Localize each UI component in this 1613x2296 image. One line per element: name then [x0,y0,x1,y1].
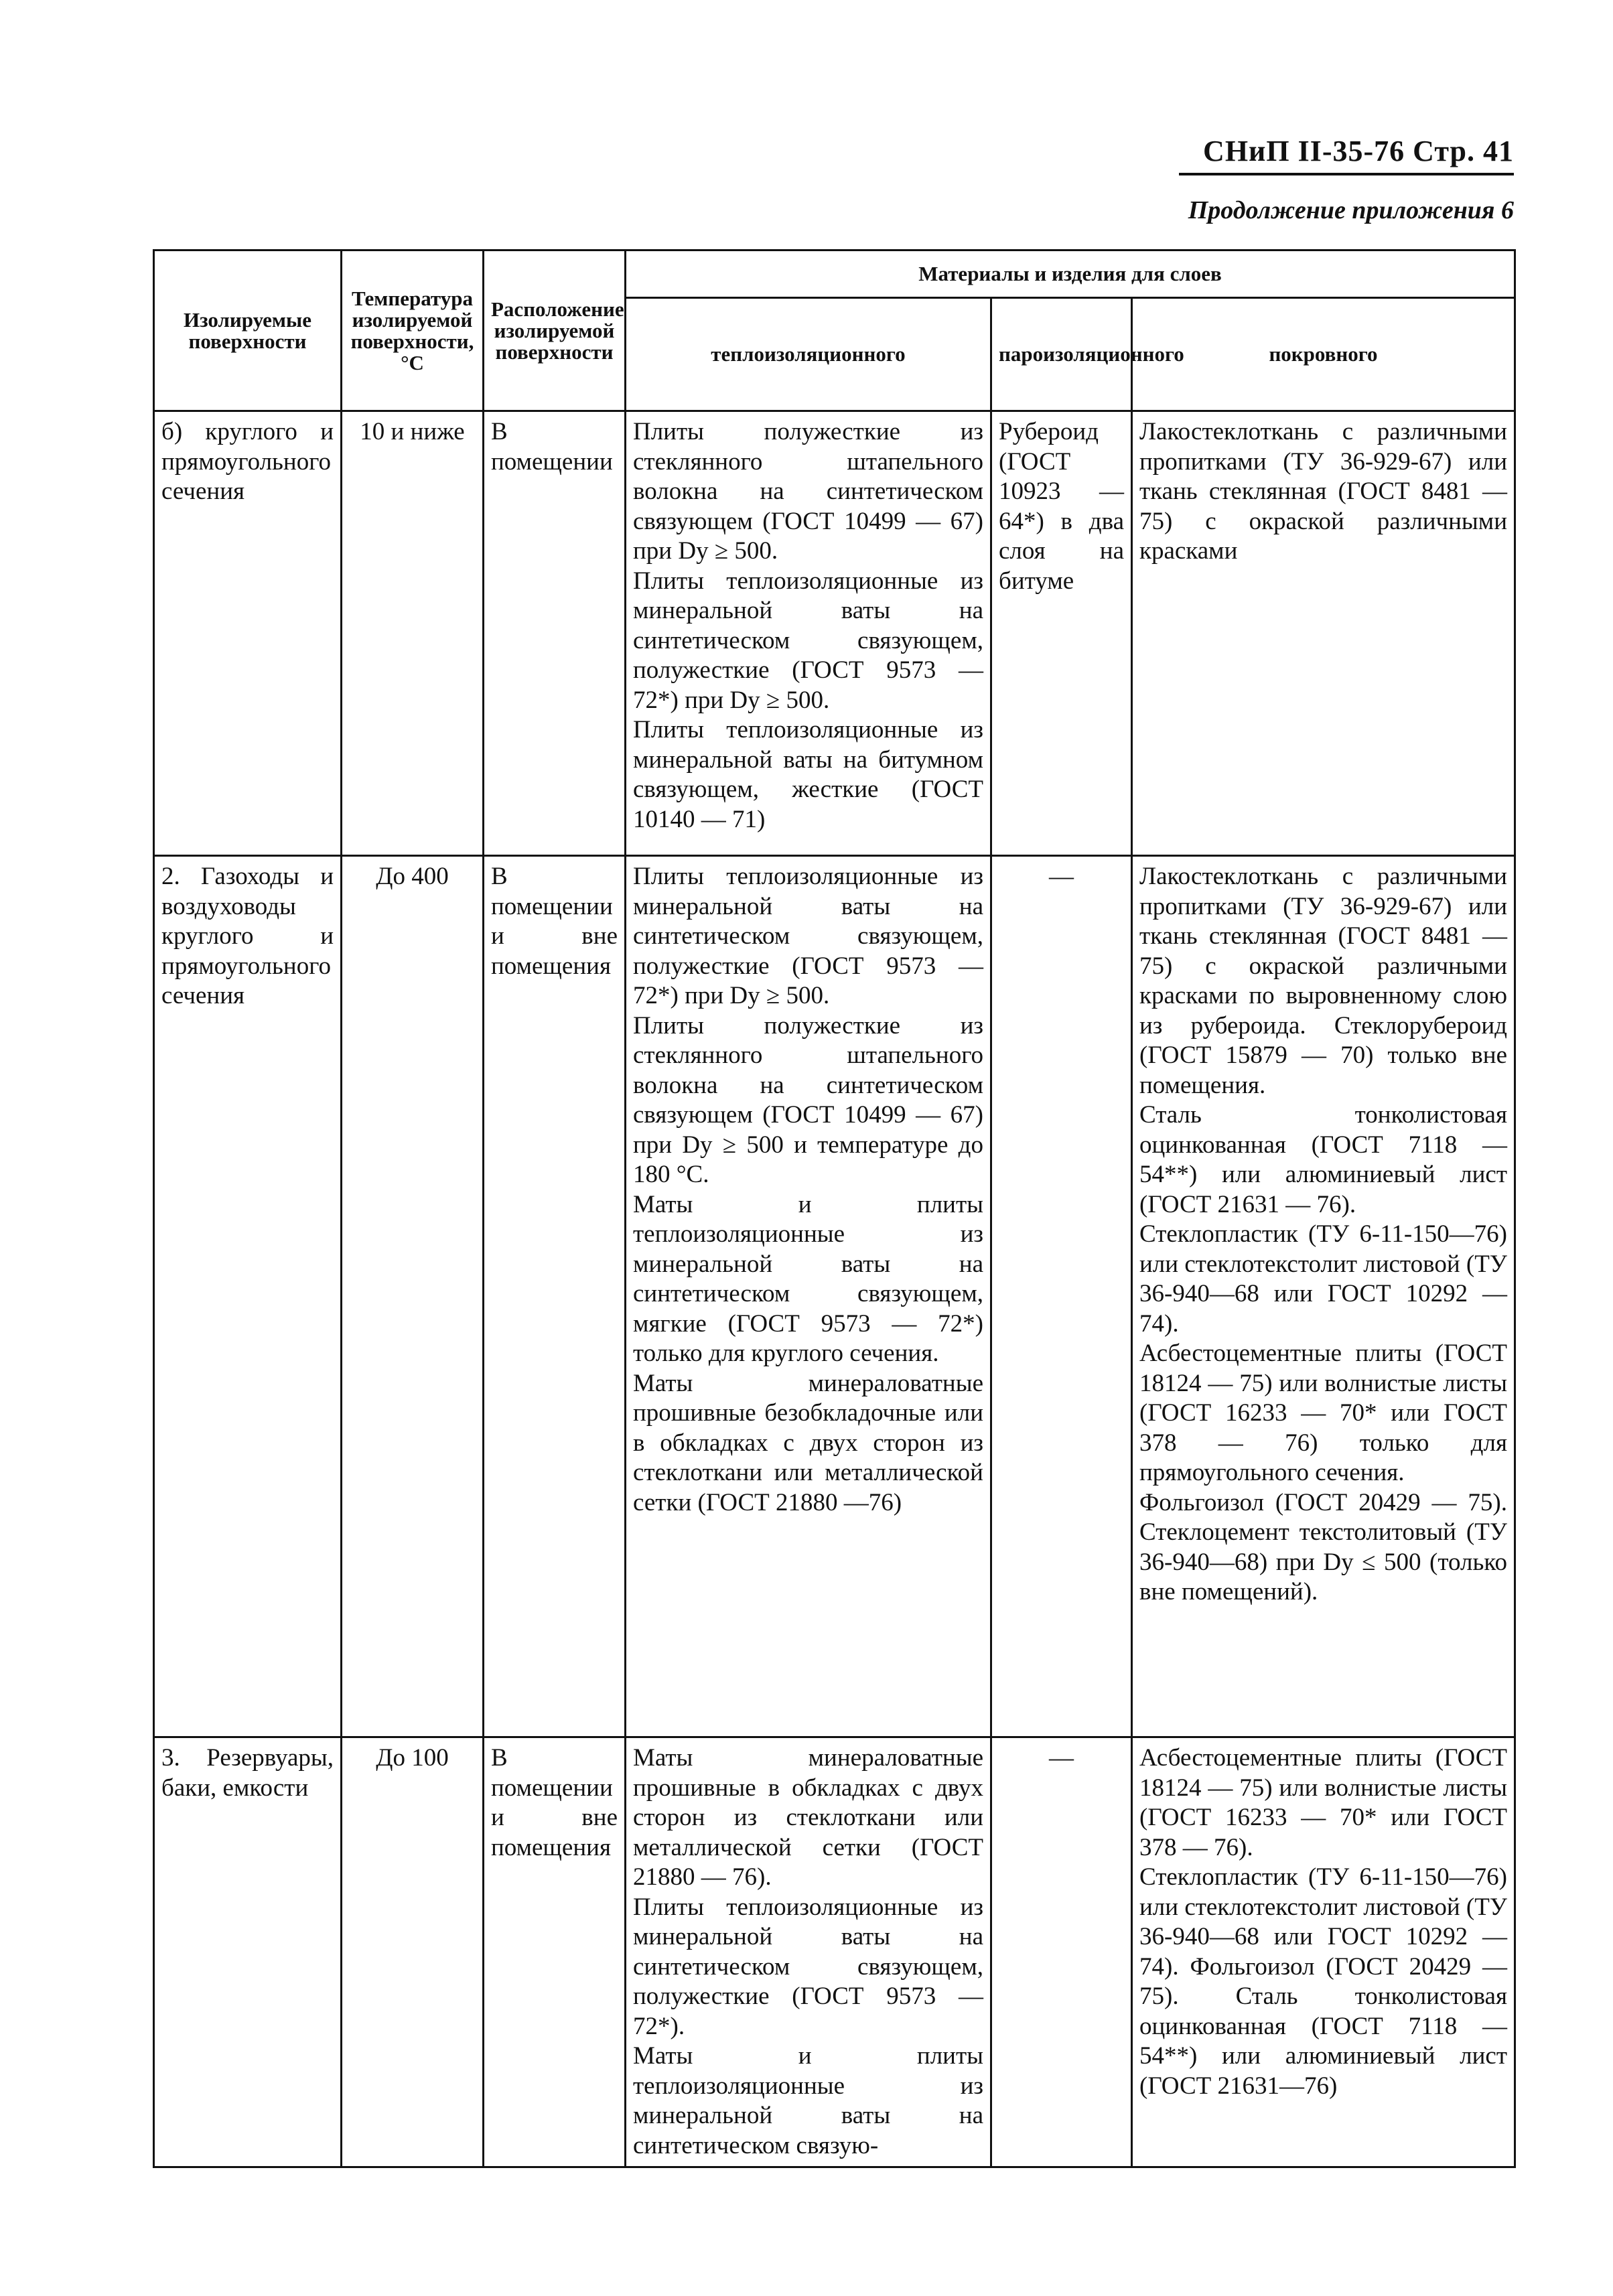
cell-vapor: — [991,856,1132,1737]
cell-cover [1132,1737,1515,2167]
thermal-item: Плиты теплоизоляционные из минеральной ваты на синтетическом связующем, полужесткие (ГОСТ 9573 — 72*) при Dу ≥ 500. [633,863,983,1009]
cell-cover [1132,411,1515,856]
cell-temperature: 10 и ниже [342,411,484,856]
cell-cover [1132,856,1515,1737]
cell-location: В помещении [484,411,626,856]
header-surface: Изолируемые поверхности [154,250,342,411]
cell-location: В помещении и вне помещения [484,856,626,1737]
thermal-item: Плиты полужесткие из стеклянного штапельного волокна на синтетическом связующем (ГОСТ 10499 — 67) при Dу ≥ 500. [633,418,983,565]
cover-item: Лакостеклоткань с различными пропитками (ТУ 36-929-67) или ткань стеклянная (ГОСТ 8481 — 75) с окраской различными красками [1139,418,1507,565]
thermal-item: Маты и плиты теплоизоляционные из минеральной ваты на синтетическом связую- [633,2042,983,2159]
thermal-item: Плиты теплоизоляционные из минеральной ваты на синтетическом связующем, полужесткие (ГОСТ 9573 — 72*) при Dу ≥ 500. [633,567,983,714]
table-row [154,411,1515,856]
cell-thermal [626,856,991,1737]
insulation-materials-table [153,249,1516,2168]
thermal-item: Плиты теплоизоляционные из минеральной ваты на битумном связующем, жесткие (ГОСТ 10140 — 71) [633,716,983,833]
cover-item: Лакостеклоткань с различными пропитками (ТУ 36-929-67) или ткань стеклянная (ГОСТ 8481 — 75) с окраской различными красками по выровненному слою из рубероида. Стеклорубероид (ГОСТ 15879 — 70) только вне помещения. [1139,863,1507,1099]
cell-thermal [626,411,991,856]
table-row [154,856,1515,1737]
thermal-item: Плиты полужесткие из стеклянного штапельного волокна на синтетическом связующем (ГОСТ 10499 — 67) при Dу ≥ 500 и температуре до 180 °С. [633,1011,983,1188]
cover-item: Асбестоцементные плиты (ГОСТ 18124 — 75) или волнистые листы (ГОСТ 16233 — 70* или ГОСТ 378 — 76) только для прямоугольного сечения. [1139,1340,1507,1486]
cell-temperature: До 400 [342,856,484,1737]
cell-thermal [626,1737,991,2167]
header-cover: покровного [1132,298,1515,411]
cover-item: Стеклопластик (ТУ 6-11-150—76) или стеклотекстолит листовой (ТУ 36-940—68 или ГОСТ 10292 — 74). Фольгоизол (ГОСТ 20429 — 75). Сталь тонколистовая оцинкованная (ГОСТ 7118 — 54**) или алюминиевый лист (ГОСТ 21631—76) [1139,1863,1507,2100]
thermal-item: Маты минераловатные прошивные в обкладках с двух сторон из стеклоткани или металлической сетки (ГОСТ 21880 — 76). [633,1744,983,1891]
cover-item: Сталь тонколистовая оцинкованная (ГОСТ 7118 — 54**) или алюминиевый лист (ГОСТ 21631 — 76). [1139,1101,1507,1218]
cell-surface: 3. Резервуары, баки, емкости [154,1737,342,2167]
thermal-item: Маты и плиты теплоизоляционные из минеральной ваты на синтетическом связующем, мягкие (ГОСТ 9573 — 72*) только для круглого сечения. [633,1190,983,1367]
cell-temperature: До 100 [342,1737,484,2167]
cover-item: Асбестоцементные плиты (ГОСТ 18124 — 75) или волнистые листы (ГОСТ 16233 — 70* или ГОСТ 378 — 76). [1139,1744,1507,1861]
cell-surface: 2. Газоходы и воздуховоды круглого и прямоугольного сечения [154,856,342,1737]
header-location: Расположение изолируемой поверхности [484,250,626,411]
cell-vapor: Рубероид (ГОСТ 10923 — 64*) в два слоя на битуме [991,411,1132,856]
thermal-item: Плиты теплоизоляционные из минеральной ваты на синтетическом связующем, полужесткие (ГОСТ 9573 — 72*). [633,1893,983,2040]
header-thermal: теплоизоляционного [626,298,991,411]
cover-item: Стеклопластик (ТУ 6-11-150—76) или стеклотекстолит листовой (ТУ 36-940—68 или ГОСТ 10292 — 74). [1139,1220,1507,1338]
cell-location: В помещении и вне помещения [484,1737,626,2167]
header-materials: Материалы и изделия для слоев [626,250,1515,298]
header-vapor: пароизоляционного [991,298,1132,411]
continuation-note: Продолжение приложения 6 [1188,196,1514,224]
cover-item: Фольгоизол (ГОСТ 20429 — 75). Стеклоцемент текстолитовый (ТУ 36-940—68) при Dу ≤ 500 (только вне помещений). [1139,1488,1507,1605]
table-header-row [154,250,1515,298]
table-row [154,1737,1515,2167]
header-rule [1179,173,1514,175]
page-header: СНиП II-35-76 Стр. 41 [1203,135,1514,167]
cell-surface: б) круглого и прямоугольного сечения [154,411,342,856]
thermal-item: Маты минераловатные прошивные безобкладочные или в обкладках с двух сторон из стеклоткани или металлической сетки (ГОСТ 21880 —76) [633,1369,983,1516]
header-temperature: Температура изолируемой поверхности, °С [342,250,484,411]
cell-vapor: — [991,1737,1132,2167]
